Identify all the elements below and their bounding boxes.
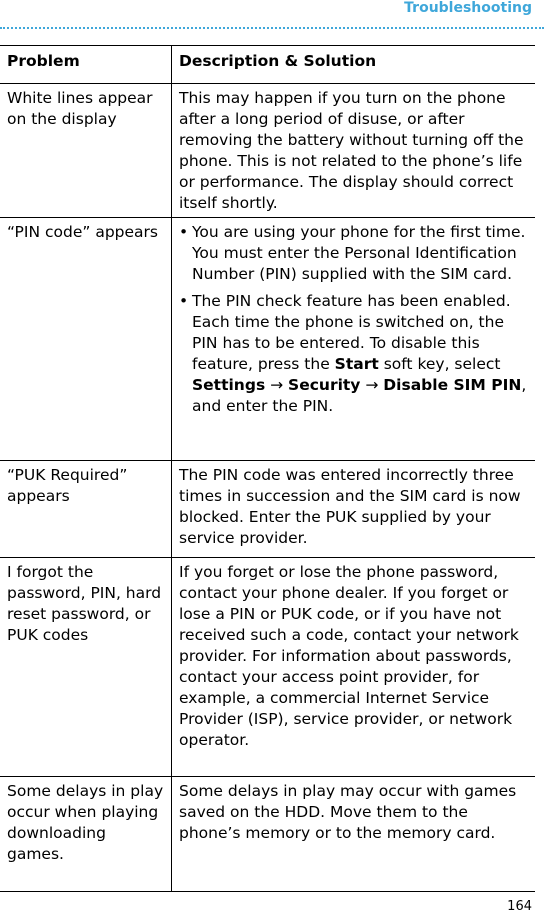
problem-cell: Some delays in play occur when playing downloading games. — [0, 777, 172, 891]
problem-cell: “PIN code” appears — [0, 218, 172, 460]
problem-cell: “PUK Required” appears — [0, 461, 172, 557]
bullet-icon: • — [179, 292, 189, 310]
solution-cell: This may happen if you turn on the phone after a long period of disuse, or after removing the battery without turning off the phone. This is not related to the phone’s life or performance. The display should correct itself shortly. — [179, 89, 524, 212]
bullet-item — [179, 222, 529, 285]
table-row — [0, 218, 535, 461]
troubleshooting-table — [0, 45, 535, 892]
solution-cell: Some delays in play may occur with games saved on the HDD. Move them to the phone’s memory or to the memory card. — [179, 782, 517, 842]
start-key-label: Start — [334, 355, 379, 373]
table-row — [0, 777, 535, 892]
solution-cell: The PIN code was entered incorrectly three times in succession and the SIM card is now blocked. Enter the PUK supplied by your service provider. — [179, 466, 521, 547]
table-row — [0, 461, 535, 558]
bullet-text: The PIN check feature has been enabled. Each time the phone is switched on, the PIN has to be entered. To disable this feature, press the Start soft key, select Settings → Security → Disable SIM PIN, and enter the PIN. — [192, 292, 527, 415]
bullet-icon: • — [179, 223, 189, 241]
security-menu-label: Security — [288, 376, 361, 394]
page-number: 164 — [507, 899, 532, 914]
problem-cell: White lines appear on the display — [0, 84, 172, 217]
column-header-problem: Problem — [0, 46, 172, 83]
page-header-title: Troubleshooting — [404, 0, 532, 16]
arrow-icon: → — [365, 376, 379, 394]
settings-menu-label: Settings — [192, 376, 266, 394]
problem-cell: I forgot the password, PIN, hard reset password, or PUK codes — [0, 558, 172, 776]
solution-cell — [172, 218, 535, 460]
table-header-row — [0, 46, 535, 84]
arrow-icon: → — [270, 376, 284, 394]
table-row — [0, 84, 535, 218]
column-header-solution: Description & Solution — [179, 52, 377, 70]
bullet-text: You are using your phone for the first time. You must enter the Personal Identification Number (PIN) supplied with the SIM card. — [192, 223, 526, 283]
table-row — [0, 558, 535, 777]
header-divider — [0, 27, 544, 29]
bullet-item — [179, 291, 529, 417]
solution-cell: If you forget or lose the phone password, contact your phone dealer. If you forget or lose a PIN or PUK code, or if you have not received such a code, contact your network provider. For information about passwords, contact your access point provider, for example, a commercial Internet Service Provider (ISP), service provider, or network operator. — [179, 563, 519, 749]
disable-sim-pin-label: Disable SIM PIN — [383, 376, 522, 394]
